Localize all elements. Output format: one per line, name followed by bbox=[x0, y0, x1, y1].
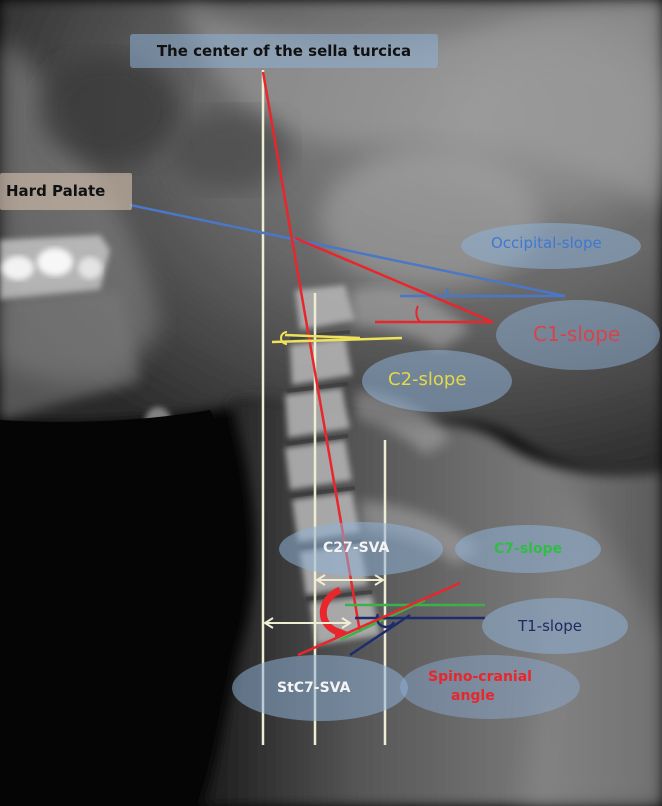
hard-palate-label: Hard Palate bbox=[6, 182, 106, 200]
sella-turcica-label: The center of the sella turcica bbox=[156, 42, 412, 60]
c2-slope-label: C2-slope bbox=[388, 369, 467, 390]
c7-slope-label: C7-slope bbox=[494, 541, 563, 557]
anterior-dark-region bbox=[0, 410, 238, 806]
spino-cranial-label-line2: angle bbox=[451, 688, 495, 704]
t1-slope-label: T1-slope bbox=[518, 617, 583, 635]
c1-slope-label: C1-slope bbox=[533, 322, 621, 346]
occipital-arc bbox=[447, 288, 448, 296]
stc7-sva-label: StC7-SVA bbox=[277, 680, 351, 696]
c27-sva-label: C27-SVA bbox=[323, 540, 390, 556]
spino-cranial-bubble bbox=[400, 655, 580, 719]
spino-cranial-label-line1: Spino-cranial bbox=[428, 669, 532, 685]
occipital-slope-label: Occipital-slope bbox=[491, 234, 602, 252]
